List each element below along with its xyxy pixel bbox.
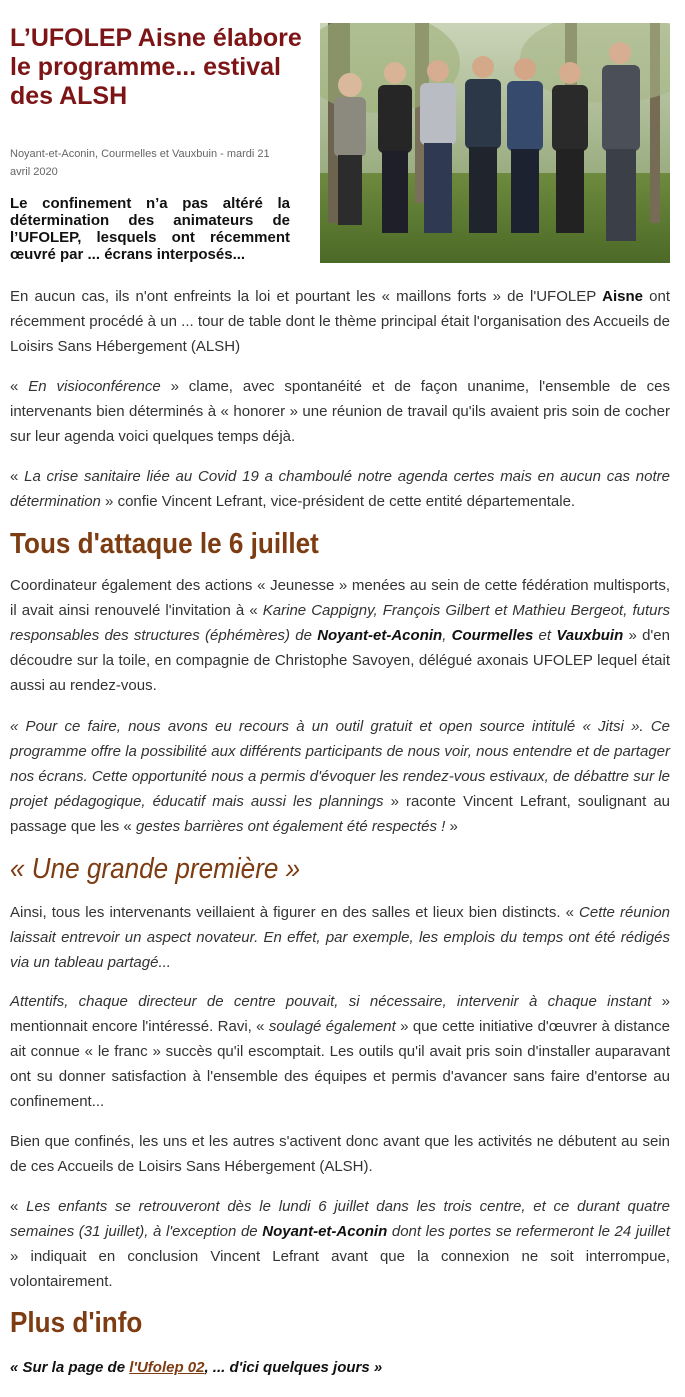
paragraph-2: « En visioconférence » clame, avec spontanéité et de façon unanime, l'ensemble de ces intervenants bien déterminés à « honorer » une réunion de travail qu'ils avaient pris soin de cocher sur leur agenda voici quelques temps déjà. bbox=[10, 378, 670, 445]
paragraph-9: « Les enfants se retrouveront dès le lundi 6 juillet dans les trois centre, et ce durant quatre semaines (31 juillet), à l'exception de Noyant-et-Aconin dont les portes se refermeront le 24 juillet » indiquait en conclusion Vincent Lefrant avant que la connexion ne soit interrompue, volontairement. bbox=[10, 1198, 671, 1290]
group-photo bbox=[320, 23, 670, 263]
paragraph-4: Coordinateur également des actions « Jeunesse » menées au sein de cette fédération multisports, il avait ainsi renouvelé l'invitation à « Karine Cappigny, François Gilbert et Mathieu Bergeot, futurs responsables des structures (éphémères) de Noyant-et-Aconin, Courmelles et Vauxbuin » d'en découdre sur la toile, en compagnie de Christophe Savoyen, délégué axonais UFOLEP lequel était aussi au rendez-vous. bbox=[10, 577, 670, 694]
article-lede: Le confinement n’a pas altéré la détermination des animateurs de l’UFOLEP, lesquels ont récemment œuvré par ... écrans interposés... bbox=[10, 195, 290, 263]
paragraph-1: En aucun cas, ils n'ont enfreints la loi et pourtant les « maillons forts » de l'UFOLEP Aisne ont récemment procédé à un ... tour de table dont le thème principal était l'organisation des Accueils de Loisirs Sans Hébergement (ALSH) bbox=[10, 288, 670, 355]
subheading-attaque: Tous d'attaque le 6 juillet bbox=[10, 528, 319, 560]
paragraph-5: « Pour ce faire, nous avons eu recours à un outil gratuit et open source intitulé « Jitsi ». Ce programme offre la possibilité aux différents participants de nous voir, nous entendre et de partager nos écrans. Cette opportunité nous a permis d'évoquer les rendez-vous estivaux, de débattre sur le projet pédagogique, éducatif mais aussi les plannings » raconte Vincent Lefrant, soulignant au passage que les « gestes barrières ont également été respectés ! » bbox=[10, 718, 670, 835]
article-byline: Noyant-et-Aconin, Courmelles et Vauxbuin - mardi 21 avril 2020 bbox=[10, 148, 270, 178]
paragraph-7: Attentifs, chaque directeur de centre pouvait, si nécessaire, intervenir à chaque instant » mentionnait encore l'intéressé. Ravi, « soulagé également » que cette initiative d'œuvrer à distance ait connue « le franc » succès qu'il escomptait. Les outils qu'il avait pris soin d'installer auparavant ont su donner satisfaction à l'ensemble des équipes et permis d'avancer sans faire d'entorse au confinement... bbox=[10, 993, 670, 1110]
paragraph-8: Bien que confinés, les uns et les autres s'activent donc avant que les activités ne débutent au sein de ces Accueils de Loisirs Sans Hébergement (ALSH). bbox=[10, 1133, 670, 1175]
ufolep-link[interactable]: l'Ufolep 02 bbox=[129, 1359, 205, 1376]
info-line: « Sur la page de l'Ufolep 02, ... d'ici quelques jours » bbox=[10, 1359, 383, 1376]
subheading-info: Plus d'info bbox=[10, 1307, 143, 1339]
subheading-premiere: « Une grande première » bbox=[10, 853, 301, 885]
paragraph-3: « La crise sanitaire liée au Covid 19 a chamboulé notre agenda certes mais en aucun cas notre détermination » confie Vincent Lefrant, vice-président de cette entité départementale. bbox=[10, 468, 670, 510]
article-title: L’UFOLEP Aisne élabore le programme... estival des ALSH bbox=[10, 24, 302, 110]
paragraph-6: Ainsi, tous les intervenants veillaient à figurer en des salles et lieux bien distincts. « Cette réunion laissait entrevoir un aspect novateur. En effet, par exemple, les emplois du temps ont été rédigés via un tableau partagé... bbox=[10, 904, 671, 971]
